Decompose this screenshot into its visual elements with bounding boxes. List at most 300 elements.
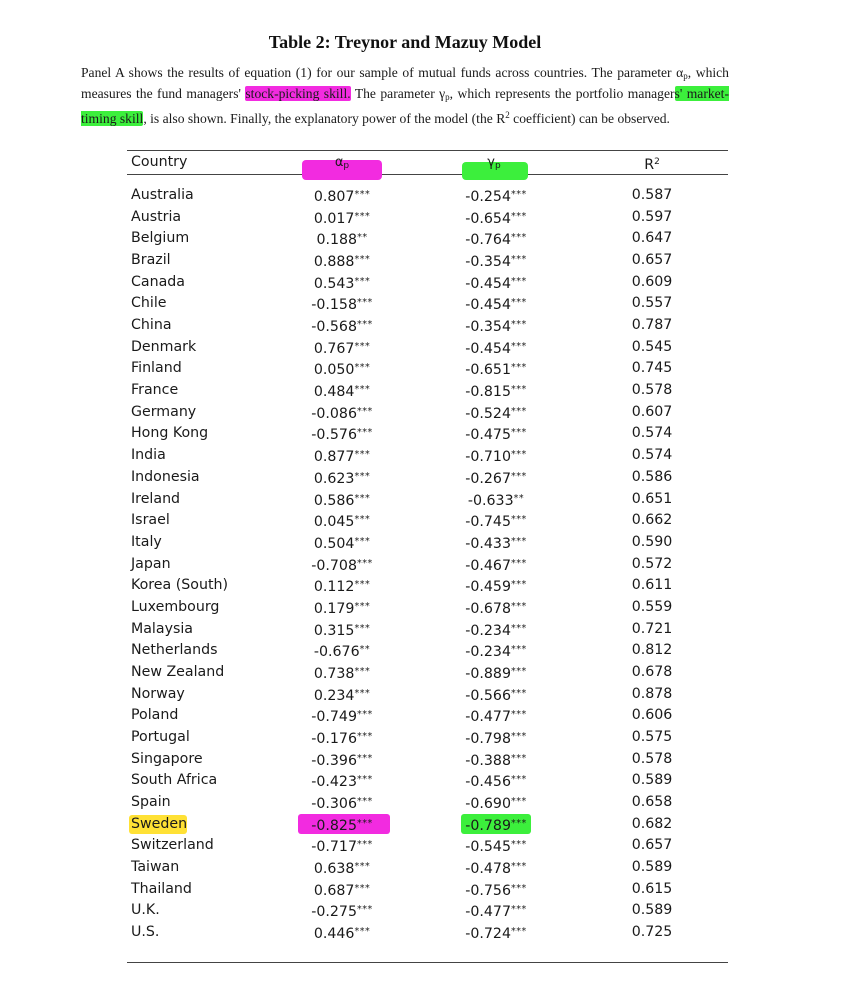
country-name: Canada	[131, 273, 185, 290]
country-name: Australia	[131, 187, 194, 203]
table-header-rule	[127, 174, 728, 175]
header-r2	[612, 153, 692, 174]
cell-alpha	[280, 359, 404, 379]
gamma-value: -0.454	[465, 275, 511, 292]
cell-gamma	[434, 403, 558, 423]
gamma-value: -0.388	[465, 752, 511, 769]
alpha-stars: ***	[354, 687, 371, 699]
cell-alpha	[280, 186, 404, 206]
gamma-value: -0.354	[465, 254, 511, 271]
alpha-stars: ***	[354, 492, 371, 504]
cell-alpha	[280, 793, 404, 813]
alpha-value: -0.576	[311, 427, 357, 444]
cell-alpha	[280, 446, 404, 466]
cell-gamma	[434, 511, 558, 531]
alpha-value: 0.188	[316, 232, 358, 249]
gamma-stars: ***	[511, 405, 527, 417]
gamma-stars: ***	[511, 622, 527, 634]
alpha-value: 0.315	[313, 622, 355, 639]
country-name: Indonesia	[131, 468, 200, 485]
cell-gamma	[434, 229, 558, 249]
alpha-value: 0.623	[313, 470, 355, 487]
country-name: India	[131, 447, 166, 464]
gamma-value: -0.724	[465, 926, 511, 943]
alpha-value: 0.484	[313, 384, 355, 401]
table-top-rule	[127, 150, 728, 151]
alpha-value: 0.888	[313, 254, 355, 271]
caption-sup-r2: 2	[505, 109, 510, 120]
gamma-stars: ***	[511, 644, 527, 656]
cell-gamma	[434, 815, 558, 835]
cell-country	[131, 641, 217, 659]
gamma-value: -0.234	[465, 644, 511, 661]
cell-country	[131, 793, 171, 811]
country-name: Norway	[131, 685, 185, 702]
caption-text-4: , which represents the portfolio manager	[449, 86, 675, 102]
header-gamma-symbol: γ	[487, 155, 495, 170]
r2-value: 0.587	[631, 187, 673, 203]
header-r2-sup: 2	[654, 157, 660, 167]
cell-gamma	[434, 294, 558, 314]
r2-value: 0.575	[631, 729, 673, 745]
cell-gamma	[434, 468, 558, 488]
country-name: U.S.	[131, 924, 160, 941]
gamma-value: -0.524	[465, 405, 511, 422]
cell-r2	[612, 836, 692, 854]
alpha-stars: ***	[354, 384, 371, 396]
cell-alpha	[280, 901, 404, 921]
cell-country	[131, 446, 166, 464]
gamma-value: -0.756	[465, 882, 511, 899]
cell-country	[131, 901, 160, 919]
cell-r2	[612, 446, 692, 464]
alpha-value: 0.738	[313, 665, 355, 682]
alpha-stars: ***	[357, 904, 373, 916]
cell-alpha	[280, 923, 404, 943]
country-name: Italy	[131, 533, 162, 550]
gamma-value: -0.477	[465, 709, 511, 726]
cell-r2	[612, 229, 692, 247]
alpha-stars: ***	[354, 926, 371, 938]
gamma-stars: ***	[511, 665, 527, 677]
country-name: Taiwan	[131, 859, 180, 876]
gamma-stars: ***	[511, 579, 527, 591]
alpha-value: -0.423	[311, 774, 357, 791]
cell-r2	[612, 533, 692, 551]
cell-gamma	[434, 533, 558, 553]
cell-r2	[612, 208, 692, 226]
cell-alpha	[280, 641, 404, 661]
alpha-stars: **	[357, 232, 368, 244]
cell-country	[131, 620, 193, 638]
gamma-value: -0.354	[465, 319, 511, 336]
cell-alpha	[280, 685, 404, 705]
country-name: South Africa	[131, 772, 218, 789]
cell-alpha	[280, 511, 404, 531]
alpha-stars: ***	[354, 622, 371, 634]
country-name: Israel	[131, 512, 170, 529]
cell-gamma	[434, 836, 558, 856]
cell-country	[131, 533, 162, 551]
cell-r2	[612, 511, 692, 529]
alpha-value: -0.275	[311, 904, 357, 921]
gamma-value: -0.254	[465, 189, 511, 205]
cell-country	[131, 858, 179, 876]
cell-alpha	[280, 836, 404, 856]
r2-value: 0.657	[631, 252, 673, 269]
alpha-stars: ***	[357, 752, 373, 764]
r2-value: 0.721	[631, 620, 673, 637]
cell-country	[131, 815, 187, 833]
gamma-value: -0.789	[465, 817, 511, 834]
country-name: France	[131, 382, 179, 399]
cell-country	[131, 750, 203, 768]
caption-sub-gamma: p	[445, 92, 450, 103]
gamma-stars: ***	[511, 340, 527, 352]
cell-country	[131, 598, 219, 616]
country-name: Germany	[131, 403, 197, 420]
country-name: Belgium	[131, 230, 190, 247]
cell-alpha	[280, 338, 404, 358]
alpha-value: 0.050	[313, 362, 355, 379]
cell-gamma	[434, 750, 558, 770]
caption-text-2: , which measures the fund managers'	[81, 65, 729, 102]
gamma-stars: ***	[511, 600, 527, 612]
header-gamma	[458, 153, 530, 175]
gamma-value: -0.690	[465, 796, 511, 813]
gamma-value: -0.710	[465, 449, 511, 466]
cell-r2	[612, 771, 692, 789]
cell-country	[131, 490, 180, 508]
gamma-value: -0.815	[465, 384, 511, 401]
caption-text-3: The parameter γ	[350, 86, 446, 102]
cell-country	[131, 403, 196, 421]
cell-r2	[612, 468, 692, 486]
alpha-stars: ***	[354, 861, 371, 873]
cell-gamma	[434, 316, 558, 336]
cell-gamma	[434, 901, 558, 921]
cell-r2	[612, 663, 692, 681]
r2-value: 0.590	[631, 533, 673, 550]
cell-r2	[612, 186, 692, 204]
cell-r2	[612, 620, 692, 638]
gamma-stars: ***	[511, 774, 527, 786]
alpha-value: -0.676	[313, 644, 360, 661]
table-bottom-rule	[127, 962, 728, 963]
country-name: Sweden	[131, 815, 188, 832]
r2-value: 0.725	[631, 924, 673, 941]
cell-country	[131, 273, 185, 291]
cell-alpha	[280, 728, 404, 748]
country-name: Singapore	[131, 750, 203, 767]
alpha-value: 0.877	[313, 449, 355, 466]
alpha-stars: ***	[354, 665, 371, 677]
cell-country	[131, 511, 170, 529]
cell-alpha	[280, 251, 404, 271]
cell-country	[131, 208, 181, 226]
cell-alpha	[280, 880, 404, 900]
alpha-value: 0.504	[313, 535, 355, 552]
cell-gamma	[434, 424, 558, 444]
country-name: New Zealand	[131, 663, 225, 680]
alpha-stars: ***	[357, 405, 373, 417]
gamma-stars: ***	[511, 189, 527, 200]
gamma-stars: ***	[511, 319, 527, 331]
gamma-value: -0.889	[465, 665, 511, 682]
cell-gamma	[434, 923, 558, 943]
country-name: Malaysia	[131, 620, 193, 637]
r2-value: 0.678	[631, 663, 673, 680]
r2-value: 0.606	[631, 707, 673, 724]
cell-gamma	[434, 858, 558, 878]
cell-gamma	[434, 273, 558, 293]
r2-value: 0.651	[631, 490, 673, 507]
gamma-value: -0.454	[465, 340, 511, 357]
country-name: U.K.	[131, 902, 160, 919]
alpha-stars: ***	[354, 275, 371, 287]
alpha-stars: ***	[357, 557, 373, 569]
r2-value: 0.812	[631, 642, 673, 659]
cell-r2	[612, 858, 692, 876]
cell-country	[131, 771, 217, 789]
alpha-stars: **	[359, 644, 371, 656]
r2-value: 0.607	[631, 403, 673, 420]
alpha-stars: ***	[357, 709, 373, 721]
caption-text-1: Panel A shows the results of equation (1) for our sample of mutual funds across countries. The parameter α	[81, 65, 684, 80]
gamma-value: -0.475	[465, 427, 511, 444]
cell-alpha	[280, 316, 404, 336]
country-name: Switzerland	[131, 837, 214, 854]
cell-alpha	[280, 815, 404, 835]
gamma-value: -0.545	[465, 839, 511, 856]
cell-r2	[612, 555, 692, 573]
cell-country	[131, 186, 194, 204]
cell-alpha	[280, 750, 404, 770]
r2-value: 0.615	[631, 880, 673, 897]
r2-value: 0.657	[631, 837, 673, 854]
alpha-stars: ***	[357, 774, 373, 786]
cell-gamma	[434, 793, 558, 813]
alpha-value: -0.749	[311, 709, 357, 726]
alpha-value: -0.158	[311, 297, 357, 314]
country-name: Japan	[131, 555, 171, 572]
cell-r2	[612, 273, 692, 291]
r2-value: 0.597	[631, 208, 673, 225]
cell-country	[131, 706, 178, 724]
gamma-stars: ***	[511, 514, 527, 526]
gamma-stars: ***	[511, 384, 527, 396]
r2-value: 0.682	[631, 815, 673, 832]
r2-value: 0.559	[631, 598, 673, 615]
cell-r2	[612, 641, 692, 659]
cell-r2	[612, 576, 692, 594]
cell-gamma	[434, 641, 558, 661]
alpha-stars: ***	[357, 796, 373, 808]
cell-gamma	[434, 598, 558, 618]
alpha-value: 0.638	[313, 861, 355, 878]
gamma-stars: ***	[511, 752, 527, 764]
r2-value: 0.658	[631, 794, 673, 811]
cell-gamma	[434, 620, 558, 640]
cell-r2	[612, 750, 692, 768]
gamma-value: -0.566	[465, 687, 511, 704]
alpha-value: 0.234	[313, 687, 355, 704]
alpha-stars: ***	[354, 535, 371, 547]
gamma-value: -0.651	[465, 362, 511, 379]
r2-value: 0.611	[631, 577, 673, 594]
alpha-stars: ***	[357, 731, 373, 742]
cell-country	[131, 359, 182, 377]
highlight-market-timing: s' market-timing skill	[81, 86, 729, 126]
gamma-stars: ***	[511, 210, 527, 222]
gamma-stars: ***	[511, 232, 527, 244]
alpha-stars: ***	[354, 882, 371, 894]
cell-country	[131, 555, 171, 573]
gamma-value: -0.798	[465, 731, 511, 747]
cell-r2	[612, 424, 692, 442]
table-caption	[81, 64, 729, 127]
alpha-stars: ***	[354, 470, 371, 482]
header-r2-base: R	[644, 157, 655, 173]
alpha-value: -0.717	[311, 839, 357, 856]
cell-gamma	[434, 381, 558, 401]
gamma-value: -0.745	[465, 514, 511, 531]
cell-gamma	[434, 490, 558, 510]
alpha-stars: ***	[354, 254, 371, 266]
alpha-stars: ***	[354, 449, 371, 461]
country-name: Brazil	[131, 252, 171, 269]
r2-value: 0.589	[631, 902, 673, 919]
country-name: Spain	[131, 794, 171, 811]
cell-gamma	[434, 208, 558, 228]
cell-alpha	[280, 381, 404, 401]
alpha-stars: ***	[354, 340, 371, 352]
gamma-value: -0.467	[465, 557, 511, 574]
gamma-stars: ***	[511, 557, 527, 569]
country-name: Korea (South)	[131, 577, 229, 594]
cell-country	[131, 728, 190, 746]
cell-alpha	[280, 620, 404, 640]
gamma-stars: ***	[511, 470, 527, 482]
highlight-stock-picking: stock-picking skill.	[245, 86, 351, 102]
cell-gamma	[434, 771, 558, 791]
r2-value: 0.572	[631, 555, 673, 572]
gamma-stars: ***	[511, 297, 527, 309]
caption-text-5: , is also shown. Finally, the explanatory power of the model (the R	[143, 110, 506, 126]
cell-country	[131, 316, 172, 334]
cell-country	[131, 381, 178, 399]
country-name: Hong Kong	[131, 425, 209, 442]
country-name: Portugal	[131, 729, 190, 745]
cell-gamma	[434, 663, 558, 683]
cell-r2	[612, 381, 692, 399]
cell-country	[131, 663, 224, 681]
gamma-stars: ***	[511, 709, 527, 721]
alpha-stars: ***	[357, 427, 373, 439]
cell-country	[131, 251, 171, 269]
alpha-value: 0.687	[313, 882, 355, 899]
cell-alpha	[280, 555, 404, 575]
r2-value: 0.578	[631, 382, 673, 399]
table-title: Table 2: Treynor and Mazuy Model	[268, 32, 542, 52]
cell-alpha	[280, 576, 404, 596]
cell-alpha	[280, 208, 404, 228]
alpha-stars: ***	[354, 514, 371, 526]
gamma-stars: ***	[511, 535, 527, 547]
r2-value: 0.574	[631, 447, 673, 464]
gamma-stars: ***	[511, 861, 527, 873]
cell-r2	[612, 706, 692, 724]
r2-value: 0.578	[631, 750, 673, 767]
cell-r2	[612, 316, 692, 334]
cell-r2	[612, 251, 692, 269]
country-name: Netherlands	[131, 642, 218, 659]
cell-country	[131, 468, 200, 486]
gamma-value: -0.654	[465, 210, 511, 227]
cell-r2	[612, 598, 692, 616]
gamma-value: -0.234	[465, 622, 511, 639]
cell-country	[131, 836, 214, 854]
gamma-stars: ***	[511, 817, 527, 829]
r2-value: 0.589	[631, 772, 673, 789]
gamma-stars: ***	[511, 796, 527, 808]
cell-alpha	[280, 273, 404, 293]
cell-country	[131, 338, 196, 356]
alpha-stars: ***	[357, 319, 373, 331]
r2-value: 0.586	[631, 468, 673, 485]
gamma-stars: ***	[511, 904, 527, 916]
header-gamma-sub: p	[494, 161, 501, 171]
country-name: Poland	[131, 707, 179, 724]
country-name: Austria	[131, 208, 182, 225]
cell-country	[131, 576, 228, 594]
gamma-stars: ***	[511, 362, 527, 374]
caption-text-6: coefficient) can be observed.	[509, 110, 670, 126]
cell-gamma	[434, 555, 558, 575]
cell-alpha	[280, 771, 404, 791]
alpha-stars: ***	[357, 817, 373, 829]
alpha-value: 0.112	[313, 579, 355, 596]
cell-r2	[612, 901, 692, 919]
gamma-value: -0.433	[465, 535, 511, 552]
alpha-value: -0.568	[311, 319, 357, 336]
alpha-stars: ***	[354, 362, 371, 374]
r2-value: 0.589	[631, 859, 673, 876]
country-name: Thailand	[131, 880, 192, 897]
gamma-value: -0.456	[465, 774, 511, 791]
gamma-stars: ***	[511, 687, 527, 699]
alpha-value: -0.306	[311, 796, 357, 813]
alpha-value: 0.586	[313, 492, 355, 509]
r2-value: 0.545	[631, 338, 673, 355]
header-country: Country	[131, 154, 188, 170]
cell-country	[131, 294, 167, 312]
cell-alpha	[280, 706, 404, 726]
cell-alpha	[280, 424, 404, 444]
country-name: Ireland	[131, 490, 181, 507]
alpha-stars: ***	[357, 839, 373, 851]
r2-value: 0.787	[631, 317, 673, 334]
cell-alpha	[280, 858, 404, 878]
gamma-value: -0.459	[465, 579, 511, 596]
alpha-value: -0.176	[311, 731, 357, 747]
cell-country	[131, 229, 189, 247]
country-name: China	[131, 317, 172, 334]
cell-gamma	[434, 880, 558, 900]
country-name: Luxembourg	[131, 598, 220, 615]
cell-country	[131, 424, 208, 442]
alpha-value: 0.045	[313, 514, 355, 531]
